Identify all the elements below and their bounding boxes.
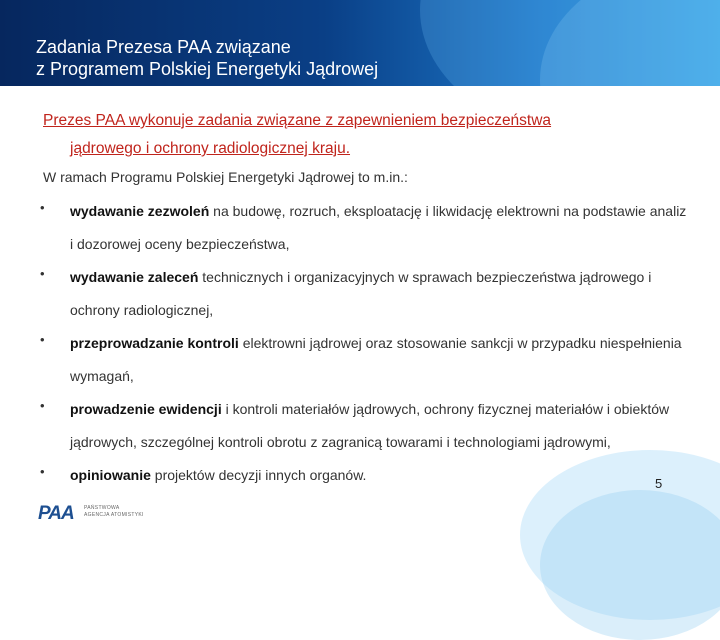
bullet-icon: • [40, 200, 45, 215]
logo-subtitle-line2: AGENCJA ATOMISTYKI [84, 512, 144, 518]
item-keyword: prowadzenie ewidencji [70, 401, 222, 417]
bullet-icon: • [40, 464, 45, 479]
list-item [0, 195, 720, 261]
logo-subtitle [84, 505, 144, 519]
task-list [0, 195, 720, 492]
page-number: 5 [655, 476, 663, 491]
paa-logo [38, 502, 178, 526]
item-keyword: wydawanie zaleceń [70, 269, 199, 285]
item-text: i kontroli materiałów jądrowych, ochrony fizycznej materiałów i obiektów jądrowych, szczególnej kontroli obrotu z zagranicą towarami i technologiami jądrowymi, [70, 401, 670, 450]
lead-statement [43, 107, 683, 163]
slide-title [36, 36, 378, 80]
lead-line1: Prezes PAA wykonuje zadania związane z zapewnieniem bezpieczeństwa [43, 112, 552, 129]
list-item [0, 261, 720, 327]
item-keyword: wydawanie zezwoleń [70, 203, 210, 219]
logo-mark: PAA [38, 503, 74, 524]
slide-title-line2: z Programem Polskiej Energetyki Jądrowej [36, 59, 379, 79]
item-text: technicznych i organizacyjnych w sprawach bezpieczeństwa jądrowego i ochrony radiologicznej, [70, 269, 652, 318]
intro-text: W ramach Programu Polskiej Energetyki Jądrowej to m.in.: [43, 169, 408, 185]
title-banner [0, 0, 720, 86]
list-item [0, 393, 720, 459]
item-text: na budowę, rozruch, eksploatację i likwidację elektrowni na podstawie analiz i dozorowej oceny bezpieczeństwa, [70, 203, 687, 252]
item-text: elektrowni jądrowej oraz stosowanie sankcji w przypadku niespełnienia wymagań, [70, 335, 682, 384]
item-keyword: przeprowadzanie kontroli [70, 335, 239, 351]
bullet-icon: • [40, 332, 45, 347]
banner-decoration [540, 0, 720, 86]
list-item [0, 327, 720, 393]
slide-title-line1: Zadania Prezesa PAA związane [36, 37, 291, 57]
logo-subtitle-line1: PAŃSTWOWA [84, 505, 120, 511]
item-text: projektów decyzji innych organów. [150, 467, 367, 483]
item-keyword: opiniowanie [70, 467, 151, 483]
bullet-icon: • [40, 398, 45, 413]
bullet-icon: • [40, 266, 45, 281]
lead-line2: jądrowego i ochrony radiologicznej kraju. [70, 140, 351, 157]
corner-decoration [540, 490, 720, 640]
